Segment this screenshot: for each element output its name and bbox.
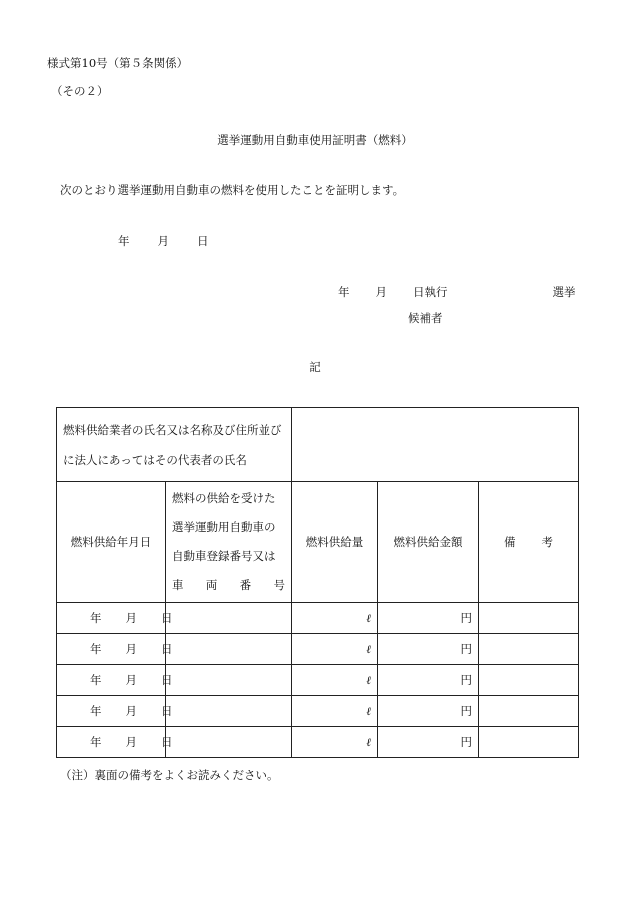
certification-date [118, 236, 209, 248]
header-vehicle-char: 車 [172, 578, 184, 592]
row-amount-cell[interactable] [292, 696, 378, 727]
row-amount-cell[interactable] [292, 727, 378, 758]
header-vehicle-number [166, 482, 292, 603]
row-month: 月 [125, 673, 137, 687]
yen-unit: 円 [460, 673, 473, 687]
candidate-label: 候補者 [408, 311, 443, 325]
footnote: （注）裏面の備考をよくお読みください。 [60, 768, 279, 782]
header-vehicle-line-1: 燃料の供給を受けた [172, 491, 276, 505]
row-vehicle-cell[interactable] [166, 665, 292, 696]
fuel-usage-table [56, 407, 579, 758]
row-price-cell[interactable] [378, 634, 479, 665]
yen-unit: 円 [460, 611, 473, 625]
row-date-cell[interactable] [57, 665, 173, 696]
table-row [57, 665, 579, 696]
supplier-label: 燃料供給業者の氏名又は名称及び住所並びに法人にあってはその代表者の氏名 [57, 408, 292, 482]
date-year: 年 [118, 234, 130, 248]
ki-heading: 記 [309, 360, 321, 374]
liter-unit: ℓ [366, 704, 372, 718]
election-year: 年 [338, 285, 350, 299]
form-subnumber: （その２） [51, 84, 109, 98]
row-amount-cell[interactable] [292, 603, 378, 634]
row-vehicle-cell[interactable] [166, 634, 292, 665]
row-remarks-cell[interactable] [479, 696, 579, 727]
header-remarks-char: 考 [541, 535, 554, 549]
row-date-cell[interactable] [57, 603, 173, 634]
row-year: 年 [90, 611, 102, 625]
header-vehicle-line-2: 選挙運動用自動車の [172, 520, 276, 534]
header-vehicle-char: 両 [205, 578, 218, 592]
date-day: 日 [197, 234, 209, 248]
row-year: 年 [90, 735, 102, 749]
election-exec-day: 日執行 [413, 285, 448, 299]
supplier-field[interactable] [292, 408, 579, 482]
liter-unit: ℓ [366, 673, 372, 687]
row-price-cell[interactable] [378, 603, 479, 634]
header-vehicle-char: 号 [273, 578, 285, 592]
row-day: 日 [161, 642, 173, 656]
election-execution-line [338, 287, 576, 299]
row-year: 年 [90, 704, 102, 718]
form-number: 様式第10号（第５条関係） [47, 56, 189, 70]
table-row [57, 603, 579, 634]
row-remarks-cell[interactable] [479, 603, 579, 634]
liter-unit: ℓ [366, 611, 372, 625]
row-month: 月 [125, 704, 137, 718]
row-remarks-cell[interactable] [479, 727, 579, 758]
row-year: 年 [90, 642, 102, 656]
liter-unit: ℓ [366, 642, 372, 656]
row-amount-cell[interactable] [292, 665, 378, 696]
row-date-cell[interactable] [57, 727, 173, 758]
row-month: 月 [125, 735, 137, 749]
certification-statement: 次のとおり選挙運動用自動車の燃料を使用したことを証明します。 [60, 183, 405, 197]
row-day: 日 [161, 735, 173, 749]
date-month: 月 [157, 234, 169, 248]
document-title: 選挙運動用自動車使用証明書（燃料） [217, 133, 413, 147]
header-supply-date: 燃料供給年月日 [57, 482, 166, 603]
row-price-cell[interactable] [378, 665, 479, 696]
header-vehicle-char: 番 [239, 578, 252, 592]
row-date-cell[interactable] [57, 634, 173, 665]
row-date-cell[interactable] [57, 696, 173, 727]
header-fuel-price: 燃料供給金額 [378, 482, 479, 603]
yen-unit: 円 [460, 704, 473, 718]
row-day: 日 [161, 673, 173, 687]
row-month: 月 [125, 642, 137, 656]
row-year: 年 [90, 673, 102, 687]
row-vehicle-cell[interactable] [166, 603, 292, 634]
row-price-cell[interactable] [378, 727, 479, 758]
table-row [57, 727, 579, 758]
row-remarks-cell[interactable] [479, 634, 579, 665]
row-vehicle-cell[interactable] [166, 727, 292, 758]
yen-unit: 円 [460, 735, 473, 749]
header-vehicle-line-4 [172, 571, 285, 600]
row-day: 日 [161, 611, 173, 625]
row-remarks-cell[interactable] [479, 665, 579, 696]
table-row [57, 696, 579, 727]
row-vehicle-cell[interactable] [166, 696, 292, 727]
liter-unit: ℓ [366, 735, 372, 749]
header-vehicle-line-3: 自動車登録番号又は [172, 549, 276, 563]
header-fuel-amount: 燃料供給量 [292, 482, 378, 603]
row-day: 日 [161, 704, 173, 718]
yen-unit: 円 [460, 642, 473, 656]
election-month: 月 [375, 285, 387, 299]
table-row [57, 634, 579, 665]
row-price-cell[interactable] [378, 696, 479, 727]
header-remarks-char: 備 [504, 535, 516, 549]
row-amount-cell[interactable] [292, 634, 378, 665]
election-name-label: 選挙 [552, 285, 576, 299]
header-remarks [479, 482, 579, 603]
row-month: 月 [125, 611, 137, 625]
